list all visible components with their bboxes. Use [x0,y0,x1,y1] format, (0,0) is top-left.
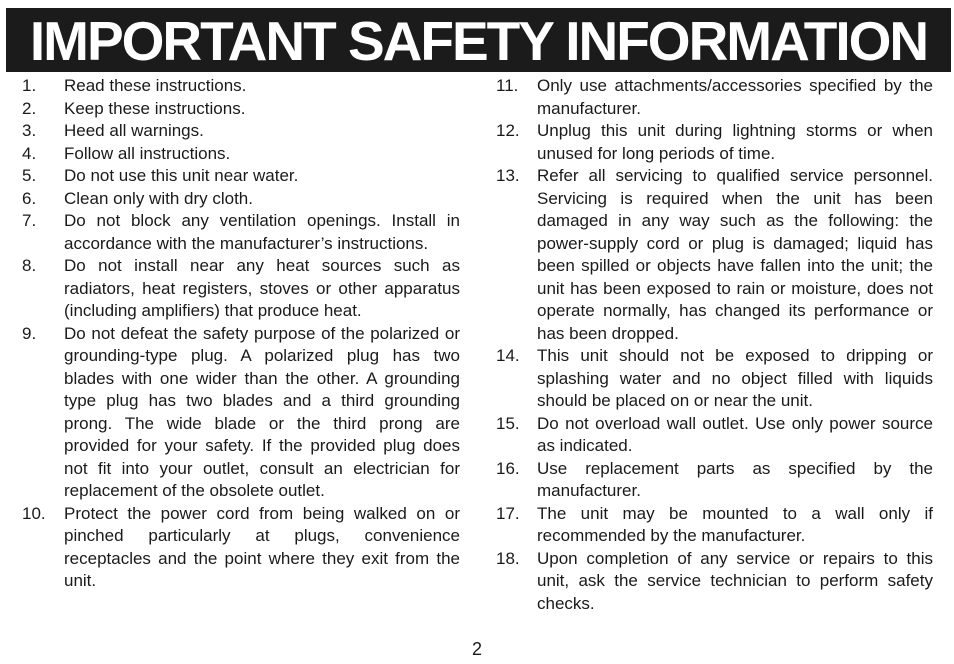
title-banner [6,8,951,72]
instructions-left-column [22,75,460,593]
instruction-text: Heed all warnings. [64,121,204,140]
instruction-item [22,165,460,188]
instruction-number: 4. [22,143,37,163]
instruction-item [496,413,933,458]
instruction-text: Follow all instructions. [64,143,231,163]
instruction-item [22,143,460,166]
instruction-item [496,120,933,165]
instruction-item [496,165,933,345]
instruction-number: 6. [22,188,37,208]
instruction-text: Only use attachments/accessories specified by the manufacturer. [537,76,933,118]
instruction-item [22,503,460,593]
instruction-number: 9. [22,323,37,343]
instruction-item [496,548,933,616]
instruction-number: 17. [496,503,520,523]
instruction-number: 11. [496,76,519,95]
instruction-item [22,255,460,323]
instruction-text: The unit may be mounted to a wall only if recommended by the manufacturer. [537,503,933,545]
instruction-item [22,323,460,503]
instruction-number: 8. [22,256,37,275]
instruction-item [22,120,460,143]
instruction-item [22,75,460,98]
instruction-item [22,210,460,255]
instruction-number: 3. [22,121,37,140]
page-title: IMPORTANT SAFETY INFORMATION [29,9,928,72]
instruction-item [496,458,933,503]
instruction-text: Clean only with dry cloth. [64,188,253,208]
instruction-text: Unplug this unit during lightning storms or when unused for long periods of time. [537,121,933,163]
instruction-number: 14. [496,346,520,365]
instruction-text: This unit should not be exposed to dripping or splashing water and no object filled with liquids should be placed on or near the unit. [537,346,933,410]
instruction-number: 18. [496,548,520,568]
instruction-text: Do not install near any heat sources such as radiators, heat registers, stoves or other apparatus (including amplifiers) that produce heat. [64,256,460,320]
instruction-number: 10. [22,503,46,523]
instruction-item [496,75,933,120]
instruction-text: Read these instructions. [64,76,247,95]
instruction-text: Use replacement parts as specified by the manufacturer. [537,458,933,500]
instruction-number: 7. [22,211,37,230]
instruction-number: 15. [496,413,520,433]
instruction-number: 1. [22,76,37,95]
instruction-number: 16. [496,458,520,478]
instructions-right-column [496,75,933,615]
instruction-text: Protect the power cord from being walked on or pinched particularly at plugs, convenience receptacles and the point where they exit from the unit. [64,503,460,590]
instruction-number: 13. [496,166,520,185]
instruction-text: Do not overload wall outlet. Use only power source as indicated. [537,413,933,455]
instruction-text: Keep these instructions. [64,98,246,118]
instruction-number: 2. [22,98,37,118]
instruction-text: Do not block any ventilation openings. Install in accordance with the manufacturer’s instructions. [64,211,460,253]
instruction-text: Refer all servicing to qualified service personnel. Servicing is required when the unit has been damaged in any way such as the following: the power-supply cord or plug is damaged; liquid has been spilled or objects have fallen into the unit; the unit has been exposed to rain or moisture, does not operate normally, has changed its performance or has been dropped. [537,166,933,343]
instruction-text: Do not defeat the safety purpose of the polarized or grounding-type plug. A polarized plug has two blades with one wider than the other. A grounding type plug has two blades and a third grounding prong. The wide blade or the third prong are provided for your safety. If the provided plug does not fit into your outlet, consult an electrician for replacement of the obsolete outlet. [64,323,460,500]
instruction-text: Upon completion of any service or repairs to this unit, ask the service technician to perform safety checks. [537,548,933,613]
instruction-number: 12. [496,121,520,140]
instruction-item [496,503,933,548]
page-number: 2 [471,639,482,659]
instruction-number: 5. [22,166,37,185]
instruction-item [22,98,460,121]
instruction-item [22,188,460,211]
instruction-text: Do not use this unit near water. [64,166,299,185]
instruction-item [496,345,933,413]
